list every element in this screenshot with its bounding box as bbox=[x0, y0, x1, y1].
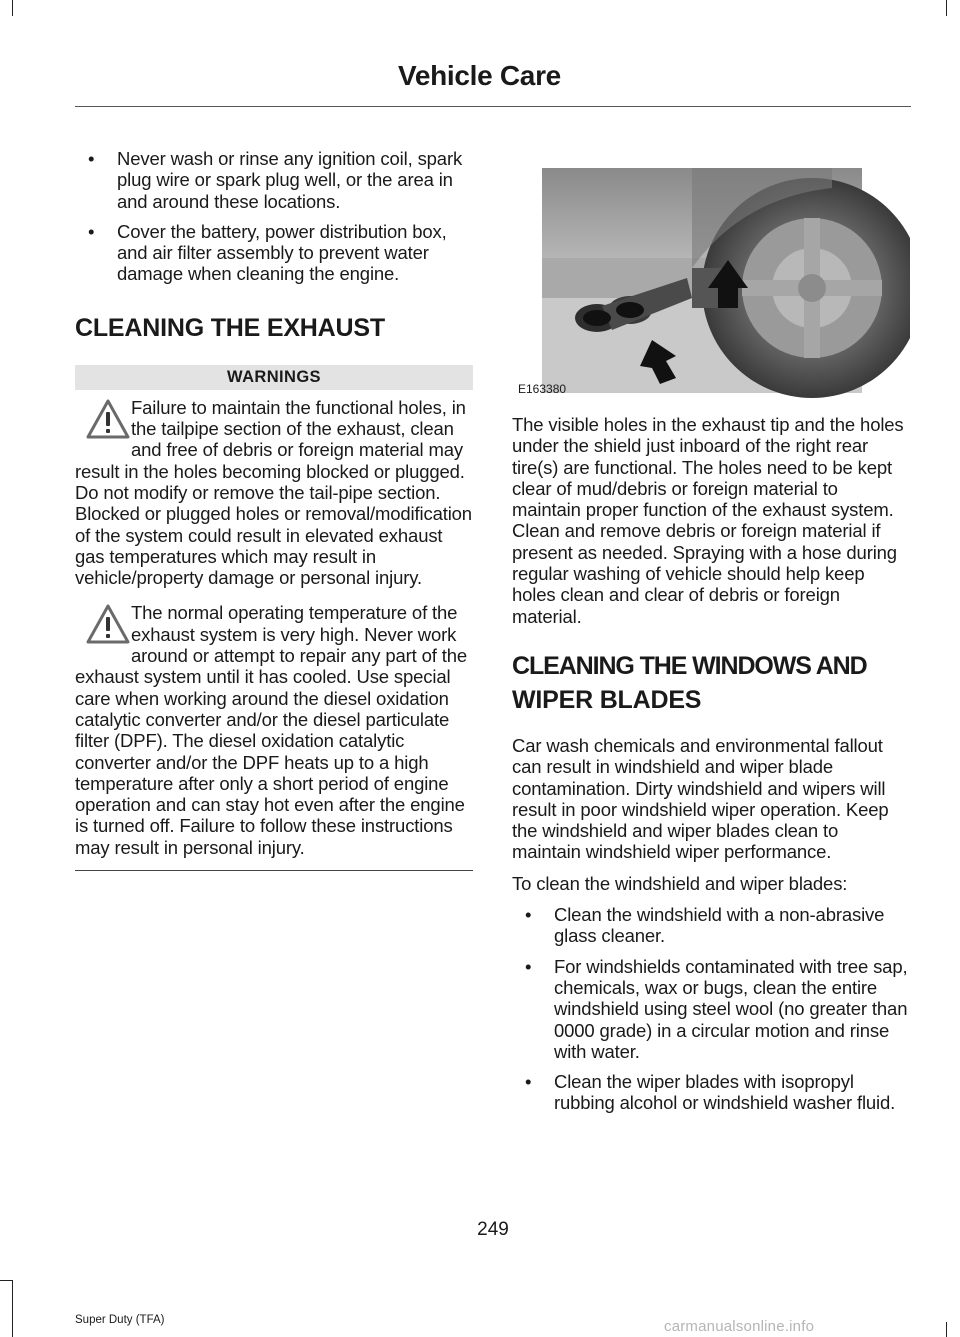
section-heading-windows-line2: WIPER BLADES bbox=[512, 685, 702, 714]
crop-mark-bottom-left-horizontal bbox=[0, 1280, 13, 1281]
footer-model: Super Duty (TFA) bbox=[75, 1314, 165, 1326]
bullet-mark: • bbox=[88, 148, 95, 169]
section-heading-windows-line1: CLEANING THE WINDOWS AND bbox=[512, 651, 867, 680]
figure-id-label: E163380 bbox=[518, 382, 567, 396]
engine-bullets bbox=[75, 148, 473, 285]
list-item-text: Clean the wiper blades with isopropyl rubbing alcohol or windshield washer fluid. bbox=[554, 1071, 896, 1114]
crop-mark-bottom-right bbox=[946, 1322, 947, 1337]
bullet-mark: • bbox=[525, 955, 532, 977]
warning-block bbox=[75, 397, 473, 589]
list-item-text: Never wash or rinse any ignition coil, spark plug wire or spark plug well, or the area in and around these locations. bbox=[117, 148, 463, 212]
watermark: carmanualsonline.info bbox=[664, 1318, 815, 1335]
crop-mark-top-right bbox=[946, 0, 947, 16]
list-item-text: Cover the battery, power distribution box, and air filter assembly to prevent water damage when cleaning the engine. bbox=[117, 220, 447, 285]
crop-mark-bottom-left bbox=[12, 1280, 13, 1337]
list-item-text: For windshields contaminated with tree sap, chemicals, wax or bugs, clean the entire windshield using steel wool (no greater than 0000 grade) in a circular motion and rinse with water. bbox=[554, 955, 908, 1062]
section-heading-exhaust: CLEANING THE EXHAUST bbox=[75, 313, 385, 342]
list-item bbox=[512, 904, 910, 947]
warning-text: The normal operating temperature of the exhaust system is very high. Never work around or attempt to repair any part of the exhaust system until it has cooled. Use special care when working around the diesel oxidation catalytic converter and/or the diesel particulate filter (DPF). The diesel oxidation catalytic converter and/or the DPF heats up to a high temperature after only a short period of engine operation and can stay hot even after the engine is turned off. Failure to follow these instructions may result in personal injury. bbox=[75, 602, 467, 858]
bullet-mark: • bbox=[525, 904, 532, 926]
list-item bbox=[75, 221, 473, 285]
warning-block bbox=[75, 602, 473, 858]
right-column bbox=[512, 148, 910, 1123]
list-item bbox=[512, 956, 910, 1062]
windows-intro: To clean the windshield and wiper blades: bbox=[512, 872, 848, 894]
warning-triangle-icon bbox=[75, 602, 129, 658]
exhaust-holes-paragraph: The visible holes in the exhaust tip and the holes under the shield just inboard of the right rear tire(s) are functional. The holes need to be kept clear of mud/debris or foreign material to maintain proper function of the exhaust system. Clean and remove debris or foreign material if present as needed. Spraying with a hose during regular washing of vehicle should help keep holes clean and clear of debris or foreign material. bbox=[512, 414, 904, 627]
section-heading-windows bbox=[512, 649, 910, 717]
left-column bbox=[75, 148, 473, 871]
warning-end-divider bbox=[75, 870, 473, 871]
list-item bbox=[512, 1071, 910, 1114]
exhaust-illustration bbox=[512, 148, 910, 406]
crop-mark-top-left bbox=[12, 0, 13, 16]
page-title: Vehicle Care bbox=[398, 60, 561, 91]
bullet-mark: • bbox=[88, 220, 95, 242]
bullet-mark: • bbox=[525, 1071, 532, 1093]
exhaust-tip-figure bbox=[512, 148, 910, 406]
list-item-text: Clean the windshield with a non-abrasive glass cleaner. bbox=[554, 904, 885, 947]
warnings-banner: WARNINGS bbox=[75, 365, 473, 390]
list-item bbox=[75, 148, 473, 212]
windows-bullets bbox=[512, 904, 910, 1114]
windows-paragraph: Car wash chemicals and environmental fallout can result in windshield and wiper blade contamination. Dirty windshield and wipers will result in poor windshield wiper operation. Keep the windshield and wiper blades clean to maintain windshield wiper performance. bbox=[512, 734, 889, 863]
warning-text: Failure to maintain the functional holes, in the tailpipe section of the exhaust, clean and free of debris or foreign material may result in the holes becoming blocked or plugged. Do not modify or remove the tail-pipe section. Blocked or plugged holes or removal/modification of the system could result in elevated exhaust gas temperatures which may result in vehicle/property damage or personal injury. bbox=[75, 396, 472, 589]
header-divider bbox=[75, 106, 911, 107]
page-number: 249 bbox=[477, 1219, 509, 1240]
warning-triangle-icon bbox=[75, 397, 129, 453]
